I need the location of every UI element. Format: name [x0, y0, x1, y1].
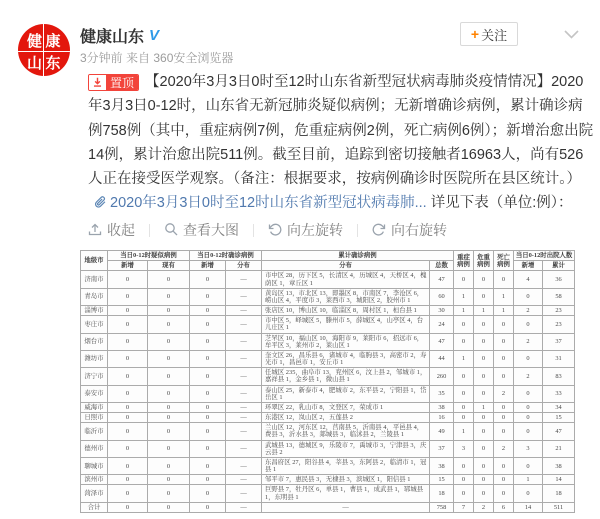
table-cell: 0 — [108, 457, 148, 474]
table-cell: 47 — [543, 423, 575, 440]
avatar-char: 东 — [45, 55, 61, 72]
table-cell: 37 — [430, 440, 454, 457]
table-cell: 83 — [543, 368, 575, 385]
epidemic-table — [80, 250, 575, 513]
table-cell: 东港区 12，岚山区 2，五莲县 2 — [262, 413, 430, 423]
table-cell: 18 — [543, 485, 575, 502]
table-cell: 0 — [108, 485, 148, 502]
table-cell: 市中区 5，峄城区 5，滕州市 5，薛城区 4，山亭区 4，台儿庄区 1 — [262, 316, 430, 333]
verified-icon: V — [149, 27, 160, 44]
paperclip-icon — [94, 193, 107, 217]
table-cell: 0 — [148, 413, 190, 423]
table-cell: 0 — [108, 475, 148, 485]
table-cell: — — [226, 271, 262, 288]
table-cell: — — [226, 316, 262, 333]
table-cell: 0 — [514, 288, 543, 305]
epidemic-table-image[interactable] — [80, 250, 574, 513]
table-cell: 潍坊市 — [81, 350, 108, 367]
table-cell: — — [226, 475, 262, 485]
table-cell: 0 — [148, 475, 190, 485]
table-cell: 张店区 10，博山区 10，临淄区 8，周村区 1，桓台县 1 — [262, 306, 430, 316]
table-cell: 0 — [148, 288, 190, 305]
table-row — [81, 485, 575, 502]
table-cell: 0 — [474, 440, 494, 457]
table-cell: — — [226, 350, 262, 367]
avatar-char: 山 — [18, 52, 44, 76]
table-cell: 38 — [430, 402, 454, 412]
rotate-left-label: 向左旋转 — [287, 222, 343, 238]
table-row — [81, 333, 575, 350]
table-cell: 0 — [474, 485, 494, 502]
table-cell: 泰山区 25，新泰市 4，肥城市 2，东平县 2，宁阳县 1，岱岳区 1 — [262, 385, 430, 402]
table-cell: 市中区 28，历下区 5，长清区 4，历城区 4，天桥区 4，槐荫区 1，章丘区 1 — [262, 271, 430, 288]
table-cell: 0 — [454, 402, 474, 412]
table-cell: — — [226, 333, 262, 350]
table-cell: 1 — [474, 306, 494, 316]
table-cell: 0 — [190, 350, 226, 367]
table-cell: 0 — [148, 271, 190, 288]
table-cell: 烟台市 — [81, 333, 108, 350]
table-cell: — — [262, 502, 430, 512]
table-cell: 0 — [514, 457, 543, 474]
avatar[interactable] — [18, 24, 70, 76]
table-row — [81, 402, 575, 412]
post-text — [88, 70, 594, 218]
table-cell: 0 — [190, 333, 226, 350]
table-cell: 0 — [148, 316, 190, 333]
table-cell: 0 — [494, 368, 514, 385]
table-cell: 0 — [148, 385, 190, 402]
chevron-down-icon[interactable] — [564, 26, 579, 44]
table-cell: 0 — [514, 485, 543, 502]
table-cell: 0 — [148, 423, 190, 440]
table-cell: 30 — [430, 306, 454, 316]
table-cell: 0 — [148, 440, 190, 457]
table-cell: 2 — [494, 440, 514, 457]
table-cell: 0 — [108, 440, 148, 457]
table-cell: 14 — [514, 502, 543, 512]
table-cell: 0 — [494, 485, 514, 502]
table-cell: 0 — [474, 288, 494, 305]
magnifier-icon — [164, 222, 178, 239]
table-cell: 1 — [454, 306, 474, 316]
table-cell: 0 — [190, 475, 226, 485]
table-cell: 0 — [190, 502, 226, 512]
table-cell: 2 — [514, 333, 543, 350]
table-row — [81, 350, 575, 367]
table-cell: 0 — [148, 457, 190, 474]
table-cell: 6 — [494, 502, 514, 512]
table-cell: 34 — [543, 402, 575, 412]
table-cell: 23 — [543, 306, 575, 316]
table-header-cell: 分布 — [262, 261, 430, 271]
table-cell: 0 — [148, 368, 190, 385]
table-cell: 合计 — [81, 502, 108, 512]
table-cell: — — [226, 440, 262, 457]
table-cell: 德州市 — [81, 440, 108, 457]
table-cell: 0 — [454, 457, 474, 474]
table-cell: 0 — [494, 475, 514, 485]
table-cell: 0 — [514, 413, 543, 423]
table-cell: 0 — [108, 350, 148, 367]
table-cell: — — [226, 423, 262, 440]
table-cell: 16 — [430, 413, 454, 423]
table-row — [81, 502, 575, 512]
pin-badge — [88, 74, 139, 91]
attachment-link[interactable]: 2020年3月3日0时至12时山东省新型冠状病毒肺... — [110, 195, 427, 212]
image-toolbar — [88, 220, 447, 240]
table-cell: 0 — [514, 350, 543, 367]
table-cell: 58 — [543, 288, 575, 305]
table-cell: 1 — [494, 306, 514, 316]
table-cell: 聊城市 — [81, 457, 108, 474]
table-cell: — — [226, 485, 262, 502]
table-cell: 1 — [494, 288, 514, 305]
table-cell: 0 — [108, 423, 148, 440]
rotate-right-button[interactable] — [372, 220, 447, 240]
post-tail-text: 详见下表（单位:例）： — [430, 195, 573, 212]
toolbar-divider — [357, 224, 358, 237]
table-cell: 1 — [454, 288, 474, 305]
table-cell: 日照市 — [81, 413, 108, 423]
table-cell: 1 — [514, 475, 543, 485]
table-cell: 24 — [430, 316, 454, 333]
table-cell: 0 — [454, 475, 474, 485]
toolbar-divider — [149, 224, 150, 237]
table-header-cell: 新增 — [514, 261, 543, 271]
table-cell: 0 — [494, 271, 514, 288]
table-cell: 0 — [474, 385, 494, 402]
table-cell: 0 — [474, 271, 494, 288]
table-cell: 15 — [430, 475, 454, 485]
table-cell: 兰山区 12，河东区 12，莒南县 5，沂南县 4，平邑县 4，费县 3，沂水县 3，郯城县 3，临沭县 2，兰陵县 1 — [262, 423, 430, 440]
table-cell: 0 — [514, 316, 543, 333]
table-row — [81, 457, 575, 474]
table-cell: 武城县 13，德城区 9，乐陵市 7，禹城市 3，宁津县 3，庆云县 2 — [262, 440, 430, 457]
table-cell: — — [226, 288, 262, 305]
table-cell: 7 — [454, 502, 474, 512]
table-row — [81, 440, 575, 457]
table-cell: 奎文区 26，昌乐县 6，诸城市 4，临朐县 3，高密市 2，寿光市 1，昌邑市 1，安丘市 1 — [262, 350, 430, 367]
table-row — [81, 423, 575, 440]
table-cell: 0 — [190, 288, 226, 305]
table-cell: 47 — [430, 271, 454, 288]
post-meta: 3分钟前 来自 360安全浏览器 — [80, 51, 234, 65]
table-cell: 44 — [430, 350, 454, 367]
table-header-cell: 累计 — [543, 261, 575, 271]
table-header-cell: 重症 病例 — [454, 251, 474, 271]
table-header-cell: 累计确诊病例 — [262, 251, 454, 261]
table-cell: 18 — [430, 485, 454, 502]
table-cell: 1 — [474, 402, 494, 412]
table-cell: 环翠区 22，乳山市 8，文登区 7，荣成市 1 — [262, 402, 430, 412]
table-cell: — — [226, 413, 262, 423]
table-cell: 2 — [494, 385, 514, 402]
pin-badge-label: 置顶 — [106, 75, 138, 90]
table-cell: 4 — [514, 271, 543, 288]
table-cell: 0 — [108, 271, 148, 288]
table-cell: 33 — [543, 385, 575, 402]
table-cell: 0 — [108, 368, 148, 385]
table-cell: 0 — [148, 306, 190, 316]
table-row — [81, 306, 575, 316]
follow-button[interactable] — [460, 22, 518, 46]
rotate-left-button[interactable] — [268, 220, 343, 240]
table-cell: — — [226, 502, 262, 512]
table-cell: 菏泽市 — [81, 485, 108, 502]
table-cell: 枣庄市 — [81, 316, 108, 333]
table-cell: 0 — [190, 440, 226, 457]
table-cell: 0 — [454, 485, 474, 502]
table-cell: 0 — [514, 423, 543, 440]
table-cell: — — [226, 402, 262, 412]
table-cell: 0 — [454, 368, 474, 385]
table-cell: — — [226, 385, 262, 402]
table-cell: 3 — [514, 440, 543, 457]
table-cell: 0 — [454, 413, 474, 423]
table-cell: 黄岛区 13，市北区 13，即墨区 8，市南区 7，李沧区 6，崂山区 4，平度市 3，莱西市 3，城阳区 2，胶州市 1 — [262, 288, 430, 305]
table-cell: 0 — [148, 485, 190, 502]
table-cell: 2 — [514, 368, 543, 385]
table-header-cell: 分布 — [226, 261, 262, 271]
table-cell: — — [226, 306, 262, 316]
table-cell: 2 — [514, 306, 543, 316]
table-cell: — — [226, 368, 262, 385]
table-header-cell: 新增 — [190, 261, 226, 271]
table-cell: 泰安市 — [81, 385, 108, 402]
table-cell: 0 — [108, 413, 148, 423]
table-header-cell: 总数 — [430, 261, 454, 271]
table-cell: 威海市 — [81, 402, 108, 412]
table-cell: 0 — [190, 368, 226, 385]
table-cell: 31 — [543, 350, 575, 367]
table-cell: 0 — [190, 423, 226, 440]
table-cell: 35 — [430, 385, 454, 402]
table-cell: 21 — [543, 440, 575, 457]
rotate-right-label: 向右旋转 — [391, 222, 447, 238]
table-cell: 0 — [494, 350, 514, 367]
table-cell: 0 — [454, 271, 474, 288]
table-cell: 0 — [190, 316, 226, 333]
table-cell: 0 — [474, 316, 494, 333]
table-row — [81, 368, 575, 385]
table-cell: — — [226, 457, 262, 474]
table-cell: 0 — [190, 485, 226, 502]
table-header-cell: 地级市 — [81, 251, 108, 271]
table-cell: 0 — [108, 385, 148, 402]
table-cell: 3 — [454, 440, 474, 457]
table-cell: 2 — [474, 502, 494, 512]
table-cell: 0 — [108, 333, 148, 350]
table-cell: 0 — [494, 413, 514, 423]
collapse-icon — [88, 222, 102, 239]
table-cell: 0 — [108, 316, 148, 333]
table-cell: 0 — [494, 423, 514, 440]
table-row — [81, 288, 575, 305]
table-cell: 38 — [430, 457, 454, 474]
table-cell: 49 — [430, 423, 454, 440]
rotate-right-icon — [372, 222, 386, 239]
table-cell: 邹平市 7，惠民县 3，无棣县 3，滨城区 1，阳信县 1 — [262, 475, 430, 485]
table-cell: 任城区 235，曲阜市 13，兖州区 6，汶上县 2，邹城市 1，嘉祥县 1，金乡县 1，微山县 1 — [262, 368, 430, 385]
table-cell: 60 — [430, 288, 454, 305]
rotate-left-icon — [268, 222, 282, 239]
table-cell: 济南市 — [81, 271, 108, 288]
avatar-char: 康 — [44, 24, 70, 52]
table-cell: 济宁市 — [81, 368, 108, 385]
table-cell: 0 — [190, 271, 226, 288]
table-header-cell: 危重 病例 — [474, 251, 494, 271]
table-cell: 0 — [108, 288, 148, 305]
table-cell: 青岛市 — [81, 288, 108, 305]
table-row — [81, 413, 575, 423]
table-cell: 0 — [454, 385, 474, 402]
table-cell: 淄博市 — [81, 306, 108, 316]
table-cell: 0 — [474, 333, 494, 350]
table-cell: 0 — [148, 502, 190, 512]
table-cell: 0 — [190, 457, 226, 474]
table-cell: 37 — [543, 333, 575, 350]
table-header-cell: 现有 — [148, 261, 190, 271]
collapse-label: 收起 — [107, 222, 135, 238]
table-cell: 0 — [474, 413, 494, 423]
table-cell: 0 — [474, 350, 494, 367]
table-cell: 0 — [108, 502, 148, 512]
avatar-char: 健 — [18, 24, 44, 52]
table-cell: 临沂市 — [81, 423, 108, 440]
table-cell: 0 — [494, 402, 514, 412]
table-cell: 0 — [494, 316, 514, 333]
table-cell: 0 — [190, 385, 226, 402]
view-large-label: 查看大图 — [183, 222, 239, 238]
table-cell: 1 — [454, 350, 474, 367]
table-cell: 0 — [454, 316, 474, 333]
table-cell: 0 — [454, 333, 474, 350]
table-row — [81, 316, 575, 333]
collapse-button[interactable] — [88, 220, 135, 240]
table-header-cell: 当日0-12时出院人数 — [514, 251, 575, 261]
table-cell: 0 — [494, 457, 514, 474]
table-cell: 0 — [494, 333, 514, 350]
table-cell: 东昌府区 27，阳谷县 4，莘县 3，东阿县 2，临清市 1，冠县 1 — [262, 457, 430, 474]
table-row — [81, 271, 575, 288]
username[interactable]: 健康山东 — [80, 29, 145, 46]
table-row — [81, 385, 575, 402]
table-header-cell: 当日0-12时疑似病例 — [108, 251, 190, 261]
table-header-cell: 当日0-12时确诊病例 — [190, 251, 262, 261]
table-header-cell: 死亡 病例 — [494, 251, 514, 271]
table-cell: 260 — [430, 368, 454, 385]
table-cell: 38 — [543, 457, 575, 474]
table-cell: 0 — [190, 306, 226, 316]
table-cell: 0 — [190, 402, 226, 412]
table-cell: 511 — [543, 502, 575, 512]
table-cell: 1 — [454, 423, 474, 440]
table-cell: 23 — [543, 316, 575, 333]
plus-icon: + — [470, 26, 480, 42]
table-cell: 36 — [543, 271, 575, 288]
table-cell: 47 — [430, 333, 454, 350]
pin-icon — [89, 75, 106, 90]
table-cell: 0 — [148, 333, 190, 350]
table-cell: 巨野县 7，牡丹区 6，单县 1，曹县 1，成武县 1，郓城县 1，东明县 1 — [262, 485, 430, 502]
table-cell: 0 — [474, 457, 494, 474]
table-cell: 0 — [474, 368, 494, 385]
table-cell: 14 — [543, 475, 575, 485]
table-cell: 15 — [543, 413, 575, 423]
view-large-button[interactable] — [164, 220, 239, 240]
table-cell: 0 — [474, 423, 494, 440]
post-body-text: 【2020年3月3日0时至12时山东省新型冠状病毒肺炎疫情情况】2020年3月3日0-12时，山东省无新冠肺炎疑似病例；无新增确诊病例，累计确诊病例758例（其中，重症病例7例，危重症病例2例，死亡病例6例）；新增治愈出院14例，累计治愈出院511例。截至目前，追踪到密切接触者16963人，尚有526人正在接受医学观察。（备注：根据要求，按病例确诊时医院所在县区统计。） — [88, 74, 594, 188]
follow-label: 关注 — [481, 27, 508, 43]
table-cell: 0 — [474, 475, 494, 485]
table-cell: 0 — [148, 402, 190, 412]
user-name-row — [80, 24, 159, 47]
table-header-cell: 新增 — [108, 261, 148, 271]
table-cell: 0 — [148, 350, 190, 367]
table-cell: 0 — [514, 385, 543, 402]
table-cell: 滨州市 — [81, 475, 108, 485]
table-row — [81, 475, 575, 485]
table-cell: 0 — [108, 402, 148, 412]
table-cell: 0 — [190, 413, 226, 423]
table-cell: 0 — [514, 402, 543, 412]
table-cell: 芝罘区 10，福山区 10，海阳市 9，莱阳市 6，招远市 6，牟平区 3，莱州市 2，莱山区 1 — [262, 333, 430, 350]
toolbar-divider — [253, 224, 254, 237]
table-cell: 758 — [430, 502, 454, 512]
table-cell: 0 — [108, 306, 148, 316]
